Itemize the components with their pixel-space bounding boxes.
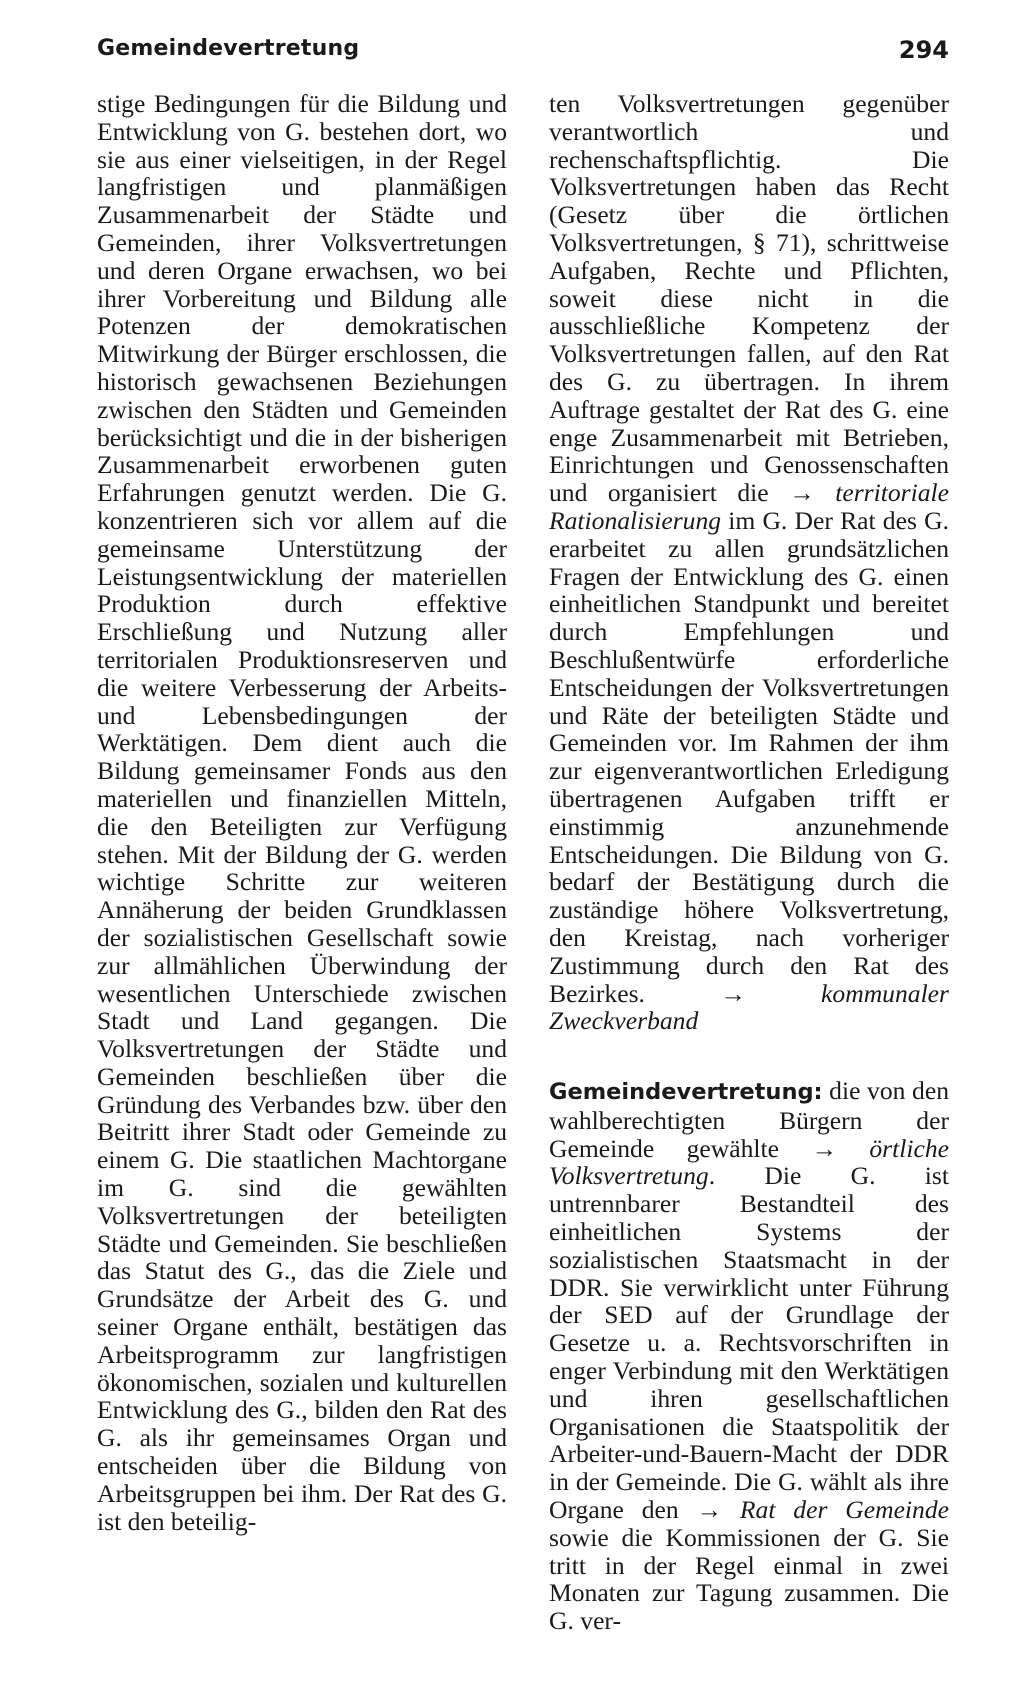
left-column: [97, 90, 507, 1535]
continuation-text-1: ten Volksvertretungen gegenüber verantwortlich und rechenschaftspflichtig. Die Volksvertretungen haben das Recht (Gesetz über die örtlichen Volksvertretungen, § 71), schrittweise Aufgaben, Rechte und Pflichten, soweit diese nicht in die ausschließliche Kompetenz der Volksvertretungen fallen, auf den Rat des G. zu übertragen. In ihrem Auftrage gestaltet der Rat des G. eine enge Zusammenarbeit mit Betrieben, Einrichtungen und Genossenschaften und organisiert die: [549, 89, 949, 508]
entry-text-1: die von den wahlberechtigten Bürgern der Gemeinde gewählte: [549, 1076, 949, 1163]
page-number: 294: [898, 36, 949, 64]
entry-gemeindevertretung: [549, 1077, 949, 1635]
cross-reference-oertliche-volksvertretung[interactable]: → örtliche Volksvertretung: [549, 1133, 949, 1191]
entry-text-2: . Die G. ist untrennbarer Bestandteil des einheitlichen Systems der sozialistischen Staatsmacht in der DDR. Sie verwirklicht unter Führung der SED auf der Grundlage der Gesetze u. a. Rechtsvorschriften in enger Verbindung mit den Werktätigen und ihren gesellschaftlichen Organisationen die Staatspolitik der Arbeiter-und-Bauern-Macht der DDR in der Gemeinde. Die G. wählt als ihre Organe den: [549, 1161, 949, 1525]
entry-headword: Gemeindevertretung:: [549, 1079, 823, 1106]
cross-reference-rat-der-gemeinde[interactable]: → Rat der Gemeinde: [696, 1495, 949, 1525]
cross-reference-territoriale-rationalisierung[interactable]: → territoriale Rationalisierung: [549, 478, 949, 535]
right-column: [549, 90, 949, 1635]
continuation-text-2: im G. Der Rat des G. erarbeitet zu allen grundsätzlichen Fragen der Entwicklung des G. einen einheitlichen Standpunkt und bereitet durch Empfehlungen und Beschlußentwürfe erforderliche Entscheidungen der Volksvertretungen und Räte der beteiligten Städte und Gemeinden vor. Im Rahmen der ihm zur eigenverantwortlichen Erledigung übertragenen Aufgaben trifft er einstimmig anzunehmende Entscheidungen. Die Bildung von G. bedarf der Bestätigung durch die zuständige höhere Volksvertretung, den Kreistag, nach vorheriger Zustimmung durch den Rat des Bezirkes.: [549, 505, 949, 1008]
entry-separator: [549, 1035, 949, 1077]
left-column-text: stige Bedingungen für die Bildung und Entwicklung von G. bestehen dort, wo sie aus einer vielseitigen, in der Regel langfristigen und planmäßigen Zusammenarbeit der Städte und Gemeinden, ihrer Volksvertretungen und deren Organe erwachsen, wo bei ihrer Vorbereitung und Bildung alle Potenzen der demokratischen Mitwirkung der Bürger erschlossen, die historisch gewachsenen Beziehungen zwischen den Städten und Gemeinden berücksichtigt und die in der bisherigen Zusammenarbeit erworbenen guten Erfahrungen genutzt werden. Die G. konzentrieren sich vor allem auf die gemeinsame Unterstützung der Leistungsentwicklung der materiellen Produktion durch effektive Erschließung und Nutzung aller territorialen Produktionsreserven und die weitere Verbesserung der Arbeits- und Lebensbedingungen der Werktätigen. Dem dient auch die Bildung gemeinsamer Fonds aus den materiellen und finanziellen Mitteln, die den Beteiligten zur Verfügung stehen. Mit der Bildung der G. werden wichtige Schritte zur weiteren Annäherung der beiden Grundklassen der sozialistischen Gesellschaft sowie zur allmählichen Überwindung der wesentlichen Unterschiede zwischen Stadt und Land gegangen. Die Volksvertretungen der Städte und Gemeinden beschließen über die Gründung des Verbandes bzw. über den Beitritt ihrer Stadt oder Gemeinde zu einem G. Die staatlichen Machtorgane im G. sind die gewählten Volksvertretungen der beteiligten Städte und Gemeinden. Sie beschließen das Statut des G., das die Ziele und Grundsätze der Arbeit des G. und seiner Organe enthält, bestätigen das Arbeitsprogramm zur langfristigen ökonomischen, sozialen und kulturellen Entwicklung des G., bilden den Rat des G. als ihr gemeinsames Organ und entscheiden über die Bildung von Arbeitsgruppen bei ihm. Der Rat des G. ist den beteilig-: [97, 89, 507, 1536]
running-head: [97, 36, 949, 76]
entry-text-3: sowie die Kommissionen der G. Sie tritt in der Regel einmal in zwei Monaten zur Tagung zusammen. Die G. ver-: [549, 1522, 949, 1636]
running-title: Gemeindevertretung: [97, 36, 360, 61]
entry-continuation: [549, 90, 949, 1035]
cross-reference-kommunaler-zweckverband[interactable]: → kommunaler Zweckverband: [549, 978, 949, 1036]
